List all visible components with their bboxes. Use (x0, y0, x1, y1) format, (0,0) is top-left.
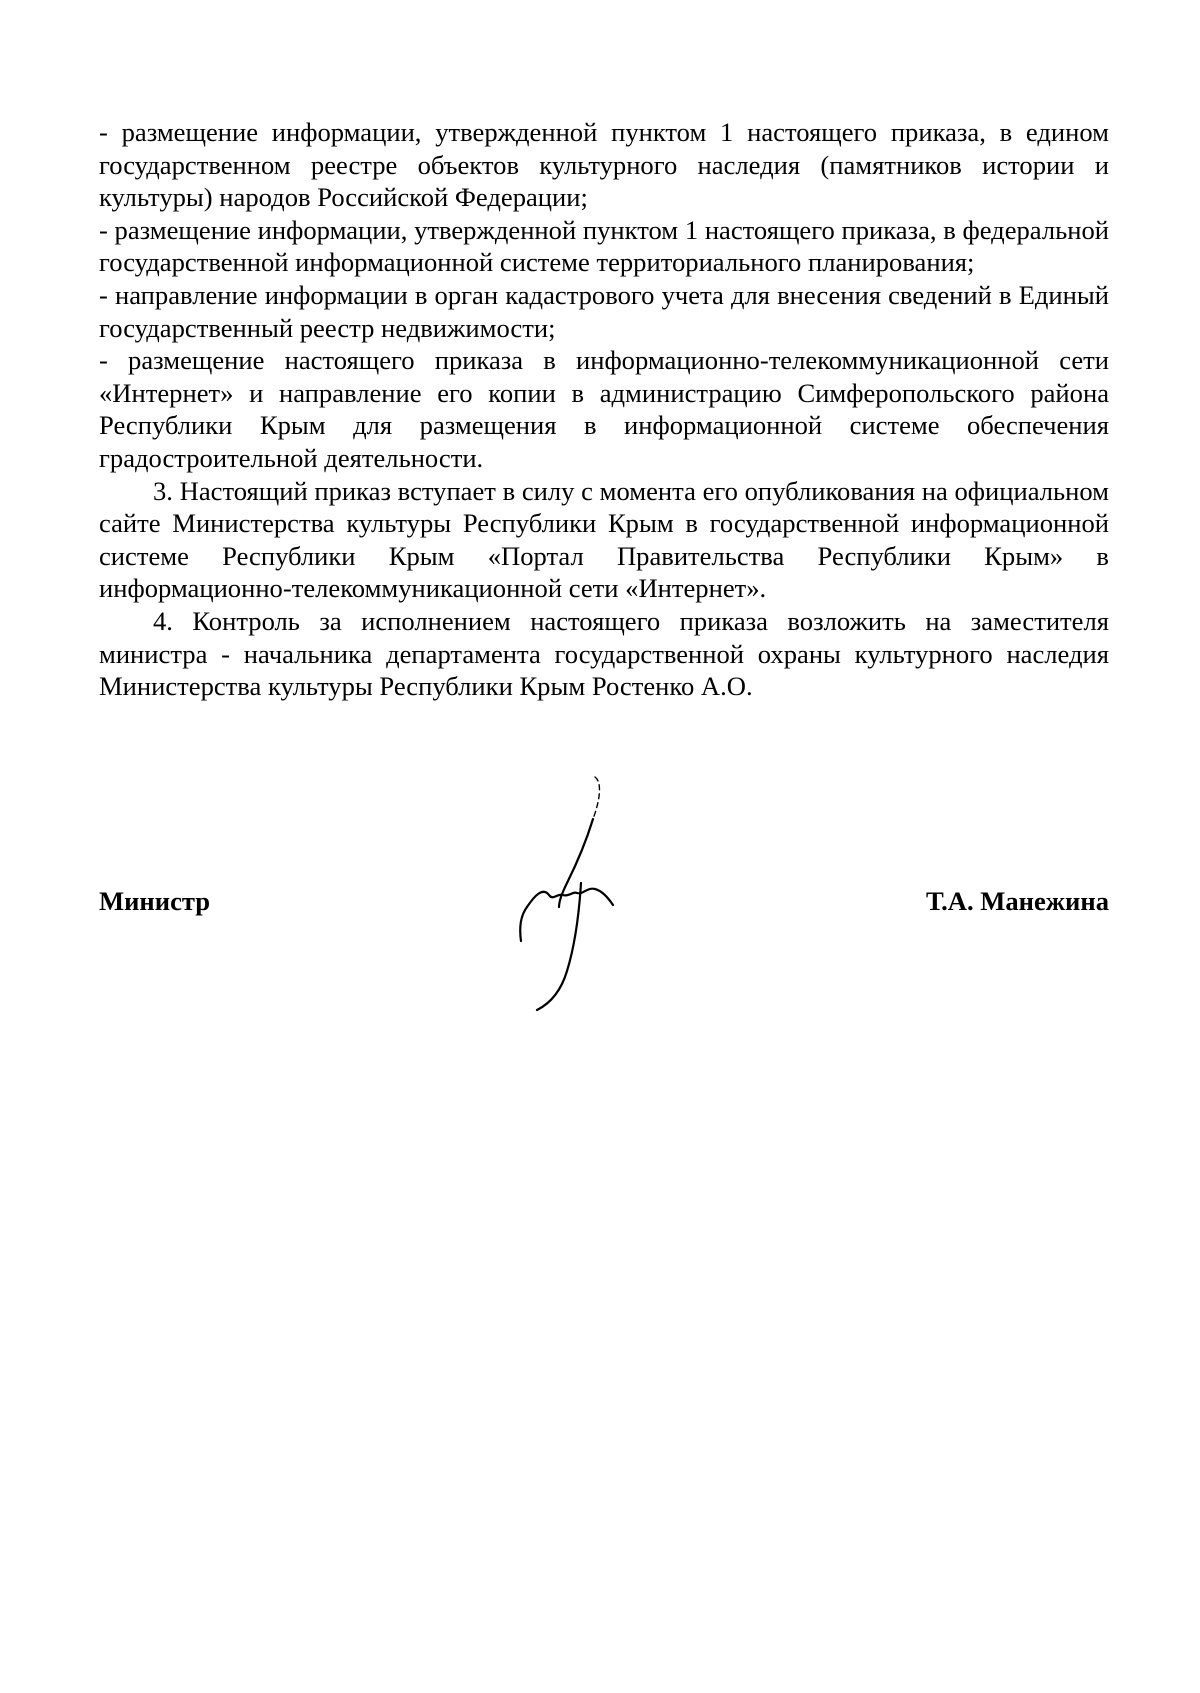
clause-3: 3. Настоящий приказ вступает в силу с момента его опубликования на официальном сайте Министерства культуры Республики Крым в государственной информационной системе Республики Крым «Портал Правительства Республики Крым» в информационно-телекоммуникационной сети «Интернет». (99, 475, 1109, 604)
list-item-planning-system: - размещение информации, утвержденной пунктом 1 настоящего приказа, в федеральной государственной информационной системе территориального планирования; (99, 214, 1109, 278)
list-item-registry: - размещение информации, утвержденной пунктом 1 настоящего приказа, в едином государственном реестре объектов культурного наследия (памятников истории и культуры) народов Российской Федерации; (99, 117, 1109, 213)
document-body (99, 116, 1109, 703)
list-item-internet: - размещение настоящего приказа в информационно-телекоммуникационной сети «Интернет» и направление его копии в администрацию Симферопольского района Республики Крым для размещения в информационной системе обеспечения градостроительной деятельности. (99, 345, 1109, 473)
signatory-position: Министр (99, 886, 211, 916)
signatory-name: Т.А. Манежина (926, 886, 1109, 916)
list-item-cadastral: - направление информации в орган кадастрового учета для внесения сведений в Единый государственный реестр недвижимости; (99, 279, 1109, 343)
handwritten-signature (515, 775, 655, 1020)
clause-4: 4. Контроль за исполнением настоящего приказа возложить на заместителя министра - начальника департамента государственной охраны культурного наследия Министерства культуры Республики Крым Ростенко А.О. (99, 605, 1109, 702)
